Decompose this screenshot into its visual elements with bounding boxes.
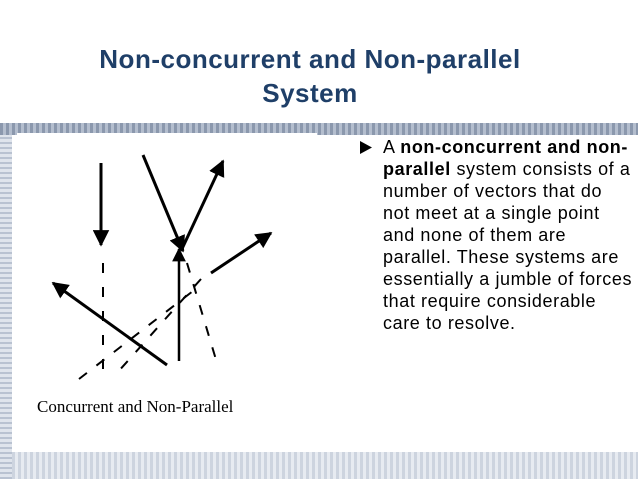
left-decorative-band xyxy=(0,135,12,479)
vector-left-extension xyxy=(79,291,193,379)
bottom-decorative-band xyxy=(12,452,638,479)
bullet-prefix: A xyxy=(383,137,401,157)
bullet-bold-term: non-concurrent and non-parallel xyxy=(383,137,628,179)
slide-title-line2: System xyxy=(262,78,358,108)
vector-diagram xyxy=(17,133,317,451)
bullet-item xyxy=(383,136,633,334)
vector-up-right xyxy=(181,161,223,251)
bullet-description: system consists of a number of vectors that do not meet at a single point and none of them are parallel. These systems are essentially a jumble of forces that require considerable care to resolve. xyxy=(383,159,633,333)
figure-caption: Concurrent and Non-Parallel xyxy=(37,397,234,416)
square-bullet-icon xyxy=(358,140,373,155)
vector-diagonal-down-extension xyxy=(187,263,217,363)
vector-diagonal-down xyxy=(143,155,183,251)
slide-title-line1: Non-concurrent and Non-parallel xyxy=(99,44,521,74)
vector-right xyxy=(211,233,271,273)
slide-title xyxy=(30,42,590,110)
